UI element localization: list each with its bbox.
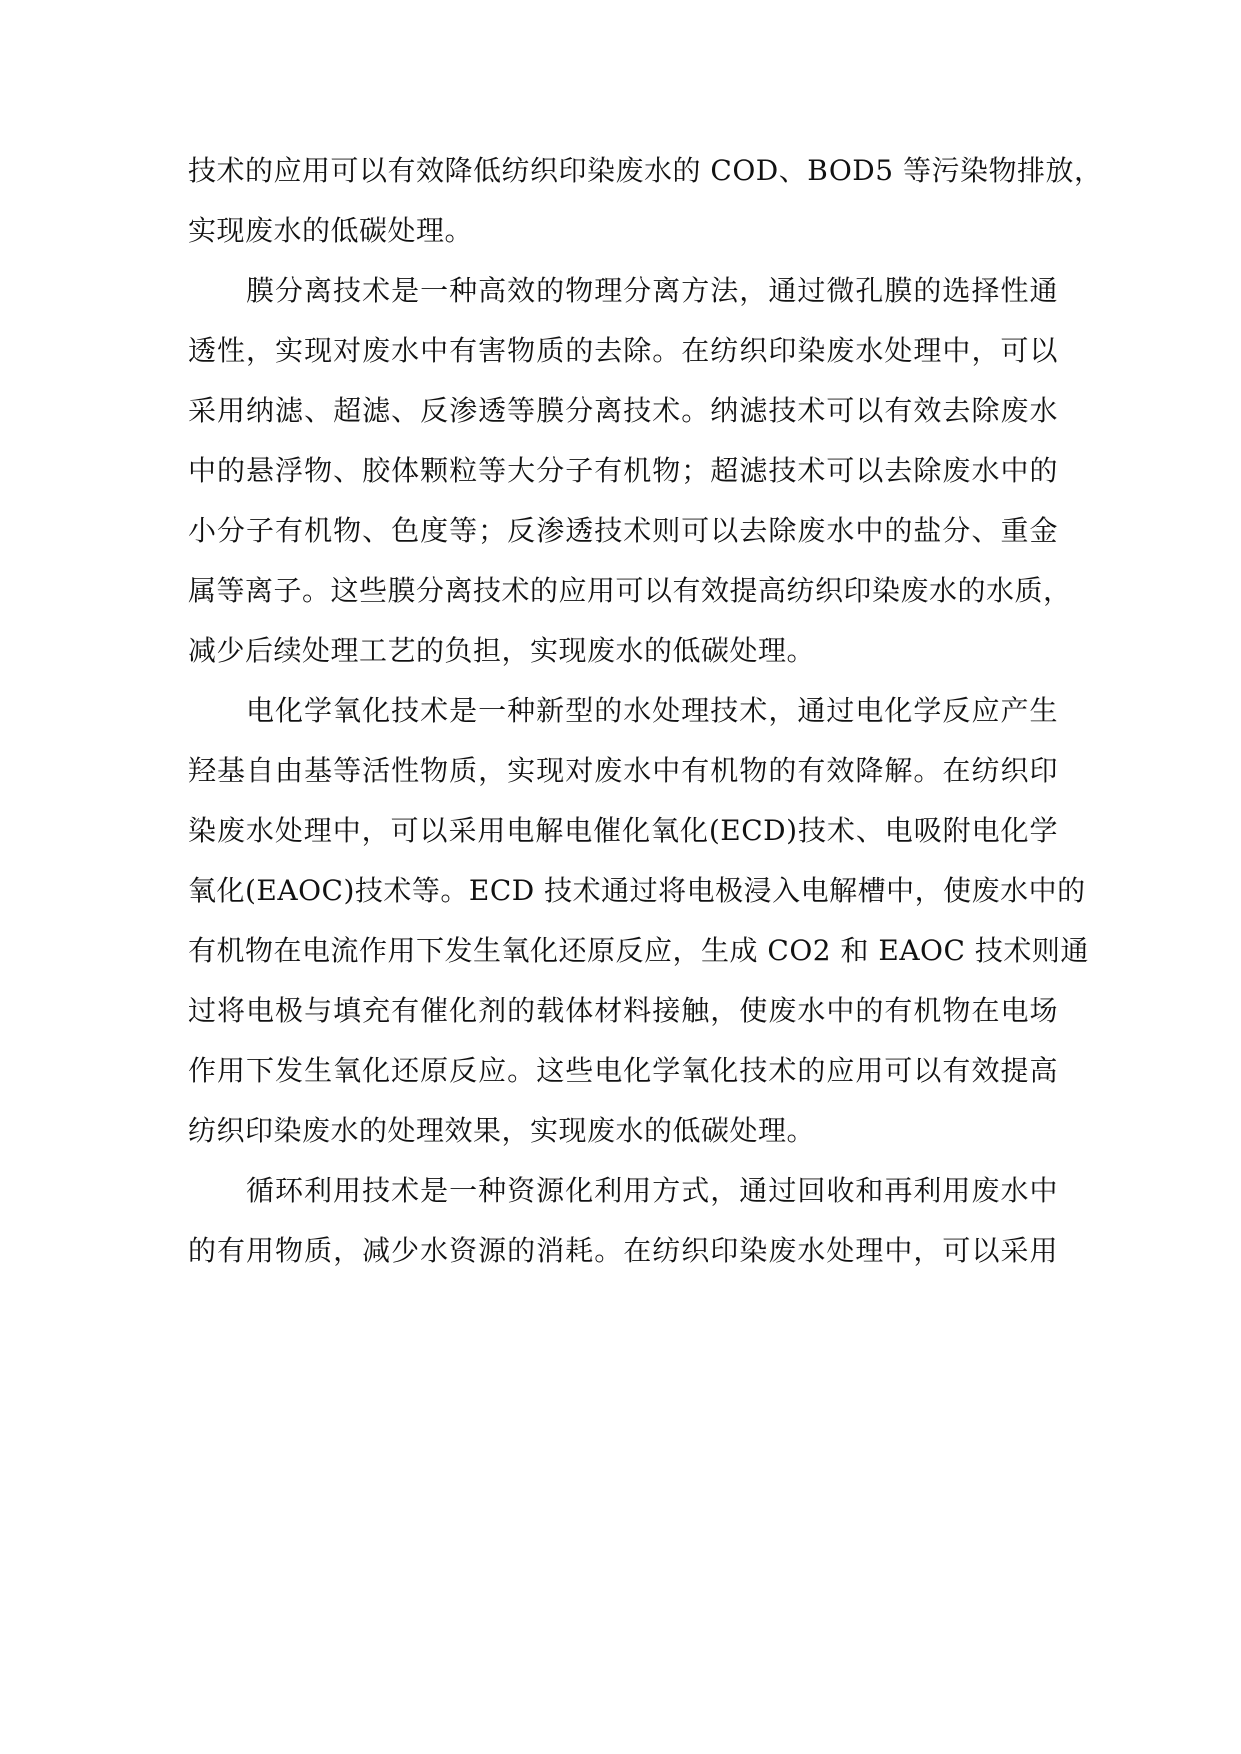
text-line: 氧化(EAOC)技术等。ECD 技术通过将电极浸入电解槽中，使废水中的: [188, 874, 1086, 907]
text-line: 染废水处理中，可以采用电解电催化氧化(ECD)技术、电吸附电化学: [188, 814, 1058, 847]
text-line: 纺织印染废水的处理效果，实现废水的低碳处理。: [188, 1114, 816, 1147]
text-line: 作用下发生氧化还原反应。这些电化学氧化技术的应用可以有效提高: [188, 1054, 1058, 1087]
text-line: 技术的应用可以有效降低纺织印染废水的 COD、BOD5 等污染物排放，: [188, 154, 1103, 187]
text-line: 减少后续处理工艺的负担，实现废水的低碳处理。: [188, 634, 816, 667]
document-body: [188, 141, 1103, 1281]
text-line: 采用纳滤、超滤、反渗透等膜分离技术。纳滤技术可以有效去除废水: [188, 394, 1058, 427]
text-line: 膜分离技术是一种高效的物理分离方法，通过微孔膜的选择性通: [246, 274, 1058, 307]
text-line: 羟基自由基等活性物质，实现对废水中有机物的有效降解。在纺织印: [188, 754, 1058, 787]
text-line: 属等离子。这些膜分离技术的应用可以有效提高纺织印染废水的水质，: [188, 574, 1072, 607]
text-line: 小分子有机物、色度等；反渗透技术则可以去除废水中的盐分、重金: [188, 514, 1058, 547]
paragraph-4: [188, 1161, 1058, 1281]
paragraph-1: [188, 141, 1103, 261]
paragraph-3: [188, 681, 1089, 1161]
text-line: 的有用物质，减少水资源的消耗。在纺织印染废水处理中，可以采用: [188, 1234, 1058, 1267]
text-line: 中的悬浮物、胶体颗粒等大分子有机物；超滤技术可以去除废水中的: [188, 454, 1058, 487]
text-line: 过将电极与填充有催化剂的载体材料接触，使废水中的有机物在电场: [188, 994, 1058, 1027]
text-line: 透性，实现对废水中有害物质的去除。在纺织印染废水处理中，可以: [188, 334, 1058, 367]
text-line: 实现废水的低碳处理。: [188, 214, 474, 247]
paragraph-2: [188, 261, 1072, 681]
text-line: 有机物在电流作用下发生氧化还原反应，生成 CO2 和 EAOC 技术则通: [188, 934, 1089, 967]
text-line: 循环利用技术是一种资源化利用方式，通过回收和再利用废水中: [246, 1174, 1058, 1207]
text-line: 电化学氧化技术是一种新型的水处理技术，通过电化学反应产生: [246, 694, 1058, 727]
